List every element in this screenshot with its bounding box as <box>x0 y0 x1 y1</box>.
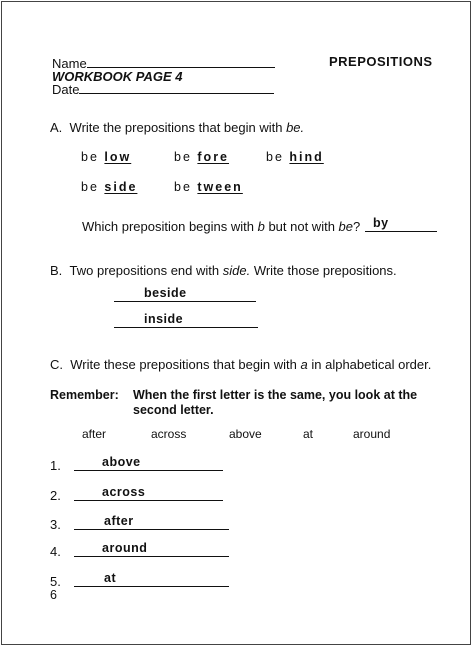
item-number-5: 5. <box>50 574 61 589</box>
name-label: Name <box>52 55 275 71</box>
word-below: be low <box>81 150 132 164</box>
remember-label: Remember: <box>50 388 119 402</box>
word-behind: be hind <box>266 150 324 164</box>
answer-beside: beside <box>114 287 256 302</box>
answer-3: after <box>74 515 229 530</box>
item-number-2: 2. <box>50 488 61 503</box>
vocab-word-around: around <box>353 427 391 441</box>
item-number-3: 3. <box>50 517 61 532</box>
section-c-instruction: C. Write these prepositions that begin with a in alphabetical order. <box>50 357 432 372</box>
name-line <box>87 55 275 68</box>
section-b-instruction: B. Two prepositions end with side. Write those prepositions. <box>50 263 397 278</box>
word-between: be tween <box>174 180 243 194</box>
date-line <box>79 81 274 94</box>
page-number: 6 <box>50 588 57 602</box>
section-a-question: Which preposition begins with b but not with be? <box>82 219 361 234</box>
worksheet-page <box>1 1 471 645</box>
item-number-1: 1. <box>50 458 61 473</box>
answer-4: around <box>74 542 229 557</box>
remember-line-2: second letter. <box>133 403 214 417</box>
answer-2: across <box>74 486 223 501</box>
answer-inside: inside <box>114 313 258 328</box>
section-a-instruction: A. Write the prepositions that begin with be. <box>50 120 305 135</box>
workbook-label: WORKBOOK PAGE 4 <box>52 69 183 84</box>
item-number-4: 4. <box>50 544 61 559</box>
vocab-word-above: above <box>229 427 262 441</box>
answer-1: above <box>74 456 223 471</box>
vocab-word-at: at <box>303 427 314 441</box>
page-title: PREPOSITIONS <box>329 54 433 69</box>
answer-5: at <box>74 572 229 587</box>
date-label: Date <box>52 81 274 97</box>
word-beside: be side <box>81 180 138 194</box>
vocab-word-across: across <box>151 427 187 441</box>
word-before: be fore <box>174 150 230 164</box>
answer-by: by <box>365 217 437 232</box>
remember-line-1: When the first letter is the same, you look at the <box>133 388 418 402</box>
vocab-word-after: after <box>82 427 107 441</box>
